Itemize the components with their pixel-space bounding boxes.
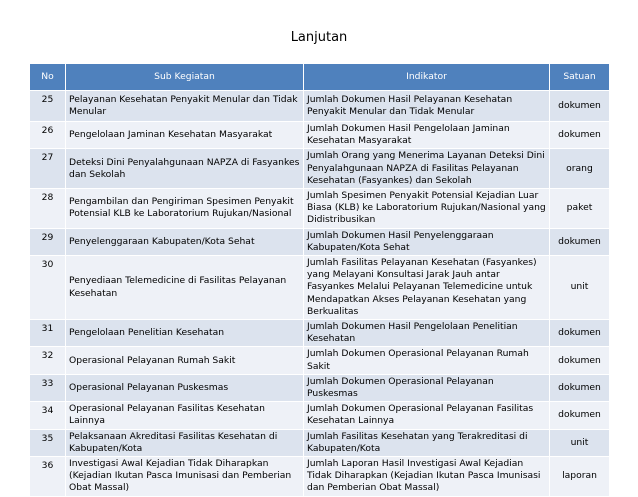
satuan-cell: dokumen: [550, 402, 610, 429]
satuan-cell: laporan: [550, 457, 610, 497]
indikator-cell: Jumlah Dokumen Hasil Pelayanan Kesehatan Penyakit Menular dan Tidak Menular: [304, 91, 550, 122]
satuan-cell: dokumen: [550, 228, 610, 255]
indikator-cell: Jumlah Spesimen Penyakit Potensial Kejadian Luar Biasa (KLB) ke Laboratorium Rujukan/Nasional yang Didistribusikan: [304, 189, 550, 229]
row-number: 31: [30, 320, 66, 347]
satuan-cell: dokumen: [550, 374, 610, 401]
sub-kegiatan-cell: Pengambilan dan Pengiriman Spesimen Penyakit Potensial KLB ke Laboratorium Rujukan/Nasional: [66, 189, 304, 229]
header-row: [30, 64, 610, 91]
row-number: 34: [30, 402, 66, 429]
satuan-cell: orang: [550, 149, 610, 189]
row-number: 25: [30, 91, 66, 122]
header-sub-kegiatan: Sub Kegiatan: [66, 64, 304, 91]
table-row: [30, 429, 610, 456]
sub-kegiatan-cell: Penyelenggaraan Kabupaten/Kota Sehat: [66, 228, 304, 255]
sub-kegiatan-cell: Operasional Pelayanan Rumah Sakit: [66, 347, 304, 374]
sub-kegiatan-cell: Penyediaan Telemedicine di Fasilitas Pelayanan Kesehatan: [66, 256, 304, 320]
indikator-cell: Jumlah Dokumen Hasil Penyelenggaraan Kabupaten/Kota Sehat: [304, 228, 550, 255]
indikator-cell: Jumlah Dokumen Operasional Pelayanan Fasilitas Kesehatan Lainnya: [304, 402, 550, 429]
indikator-cell: Jumlah Dokumen Hasil Pengelolaan Jaminan Kesehatan Masyarakat: [304, 122, 550, 149]
satuan-cell: dokumen: [550, 91, 610, 122]
indikator-cell: Jumlah Laporan Hasil Investigasi Awal Kejadian Tidak Diharapkan (Kejadian Ikutan Pasca Imunisasi dan Pemberian Obat Massal): [304, 457, 550, 497]
satuan-cell: unit: [550, 429, 610, 456]
satuan-cell: dokumen: [550, 320, 610, 347]
table-header: [30, 64, 610, 91]
table-row: [30, 374, 610, 401]
header-no: No: [30, 64, 66, 91]
row-number: 26: [30, 122, 66, 149]
table-row: [30, 149, 610, 189]
indikator-cell: Jumlah Dokumen Operasional Pelayanan Rumah Sakit: [304, 347, 550, 374]
indikator-cell: Jumlah Fasilitas Pelayanan Kesehatan (Fasyankes) yang Melayani Konsultasi Jarak Jauh antar Fasyankes Melalui Pelayanan Telemedicine untuk Mendapatkan Akses Pelayanan Kesehatan yang Berkualitas: [304, 256, 550, 320]
table-row: [30, 402, 610, 429]
row-number: 32: [30, 347, 66, 374]
satuan-cell: dokumen: [550, 347, 610, 374]
table-row: [30, 256, 610, 320]
header-satuan: Satuan: [550, 64, 610, 91]
header-indikator: Indikator: [304, 64, 550, 91]
sub-kegiatan-cell: Pelaksanaan Akreditasi Fasilitas Kesehatan di Kabupaten/Kota: [66, 429, 304, 456]
sub-kegiatan-cell: Pelayanan Kesehatan Penyakit Menular dan Tidak Menular: [66, 91, 304, 122]
sub-kegiatan-cell: Operasional Pelayanan Puskesmas: [66, 374, 304, 401]
table-row: [30, 189, 610, 229]
satuan-cell: dokumen: [550, 122, 610, 149]
sub-kegiatan-cell: Deteksi Dini Penyalahgunaan NAPZA di Fasyankes dan Sekolah: [66, 149, 304, 189]
indikator-cell: Jumlah Dokumen Hasil Pengelolaan Penelitian Kesehatan: [304, 320, 550, 347]
sub-kegiatan-cell: Investigasi Awal Kejadian Tidak Diharapkan (Kejadian Ikutan Pasca Imunisasi dan Pemberian Obat Massal): [66, 457, 304, 497]
row-number: 36: [30, 457, 66, 497]
page-title: Lanjutan: [290, 30, 348, 45]
row-number: 35: [30, 429, 66, 456]
sub-kegiatan-cell: Operasional Pelayanan Fasilitas Kesehatan Lainnya: [66, 402, 304, 429]
sub-kegiatan-cell: Pengelolaan Jaminan Kesehatan Masyarakat: [66, 122, 304, 149]
satuan-cell: paket: [550, 189, 610, 229]
indikator-cell: Jumlah Dokumen Operasional Pelayanan Puskesmas: [304, 374, 550, 401]
table-row: [30, 228, 610, 255]
table-row: [30, 320, 610, 347]
satuan-cell: unit: [550, 256, 610, 320]
indikator-cell: Jumlah Orang yang Menerima Layanan Deteksi Dini Penyalahgunaan NAPZA di Fasilitas Pelayanan Kesehatan (Fasyankes) dan Sekolah: [304, 149, 550, 189]
activity-table: [29, 63, 610, 497]
indikator-cell: Jumlah Fasilitas Kesehatan yang Terakreditasi di Kabupaten/Kota: [304, 429, 550, 456]
row-number: 27: [30, 149, 66, 189]
table-row: [30, 122, 610, 149]
row-number: 28: [30, 189, 66, 229]
row-number: 33: [30, 374, 66, 401]
table-body: [30, 91, 610, 497]
row-number: 29: [30, 228, 66, 255]
table-row: [30, 457, 610, 497]
sub-kegiatan-cell: Pengelolaan Penelitian Kesehatan: [66, 320, 304, 347]
table-row: [30, 91, 610, 122]
table-row: [30, 347, 610, 374]
row-number: 30: [30, 256, 66, 320]
